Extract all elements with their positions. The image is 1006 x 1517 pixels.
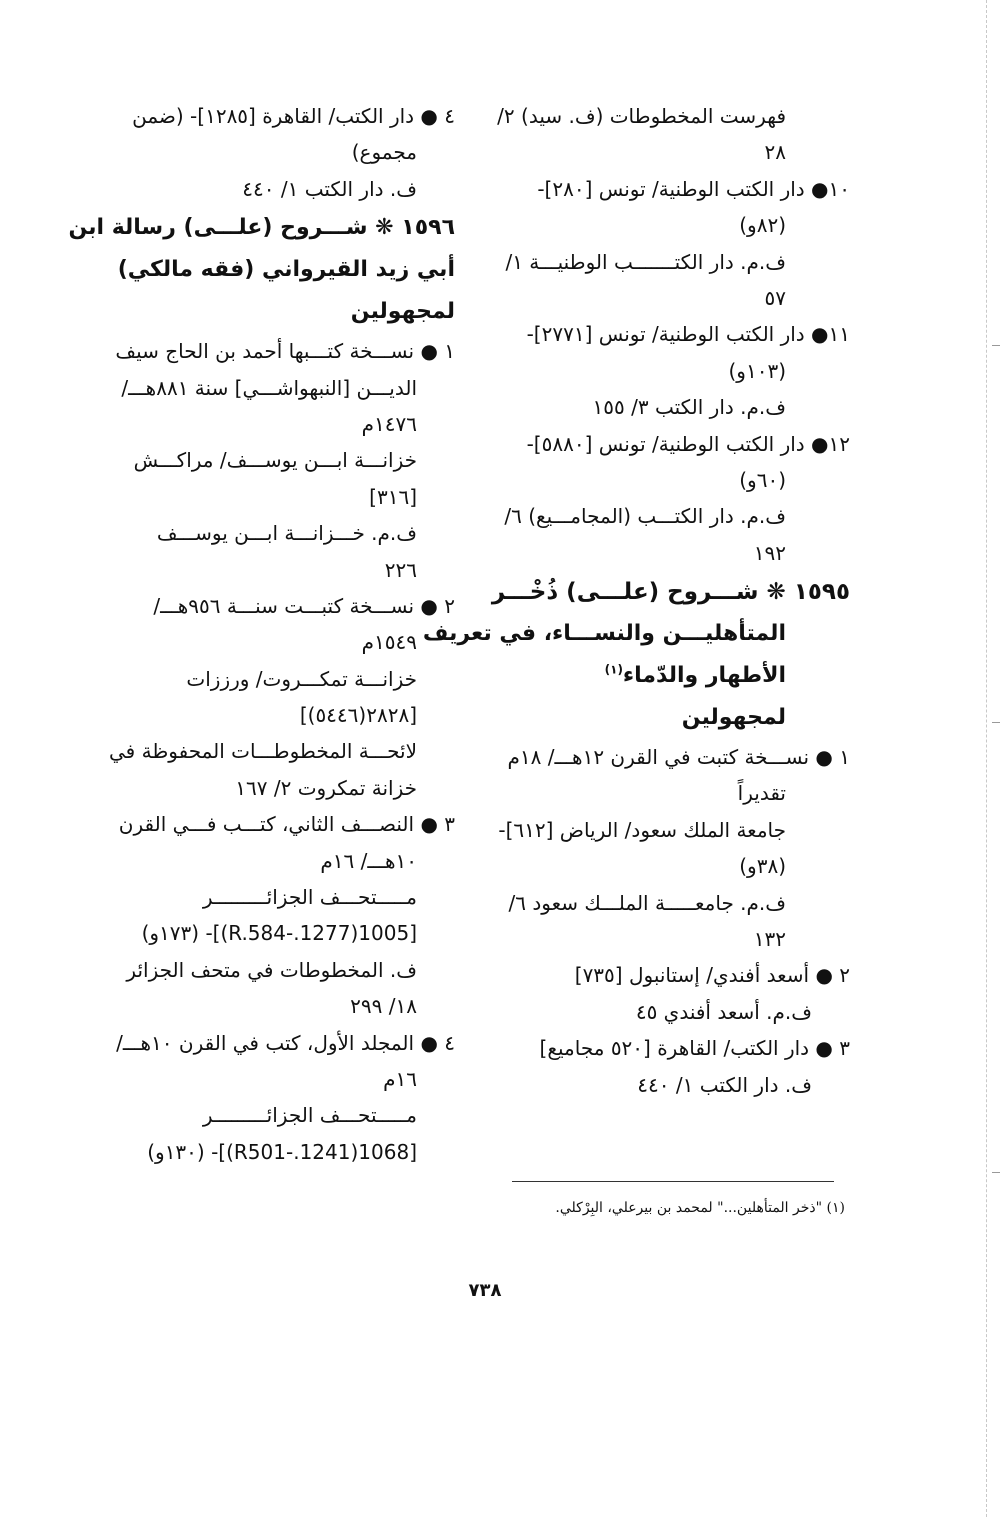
text-line: (٣٨و) <box>739 854 786 879</box>
text-line: ٢٢٦ <box>384 557 417 582</box>
page-number: ٧٣٨ <box>468 1280 502 1301</box>
section-heading: المتأهليـــن والنســـاء، في تعريف <box>422 621 786 647</box>
text-line: مـــــتحـــف الجزائـــــــــر <box>202 1103 417 1128</box>
text-line: ف.م. أسعد أفندي ٤٥ <box>635 999 812 1024</box>
text-line: ف.م. دار الكتب ٣/ ١٥٥ <box>592 395 786 420</box>
text-line: فهرست المخطوطات (ف. سيد) ٢/ <box>497 104 786 128</box>
text-line: جامعة الملك سعود/ الرياض [٦١٢]- <box>498 817 786 842</box>
text-line: خزانـــة تمكـــروت/ ورززات <box>186 666 417 691</box>
text-line: ف.م. دار الكتـــــــب الوطنيـــة ١/ <box>505 249 786 274</box>
entry-line: ٣ ● دار الكتب/ القاهرة [٥٢٠ مجاميع] <box>539 1036 850 1061</box>
text-line: ١٨/ ٢٩٩ <box>350 994 417 1019</box>
text-line: [1005(1277.-R.584)]- (١٧٣و) <box>141 921 417 946</box>
text-line: ف.م. خـــزانـــة ابـــن يوســـف <box>156 521 417 546</box>
scan-edge-mark <box>992 345 1000 346</box>
entry-line: ٢ ● نســـخة كتبـــت سنـــة ٩٥٦هـــ/ <box>153 593 455 618</box>
text-line: ١٤٧٦م <box>361 411 417 436</box>
text-line: ف.م. دار الكتـــب (المجامـــيع) ٦/ <box>504 504 786 529</box>
entry-line: ١ ● نســـخة كتـــبها أحمد بن الحاج سيف <box>115 339 455 364</box>
entry-line: ١ ● نســـخة كتبت في القرن ١٢هـــ/ ١٨م <box>507 745 850 770</box>
text-line: (٦٠و) <box>739 467 786 492</box>
section-heading <box>498 655 850 697</box>
scan-edge-line <box>986 0 987 1517</box>
text-line: مجموع) <box>351 140 417 165</box>
entry-line: ٤ ● دار الكتب/ القاهرة [١٢٨٥]- (ضمن <box>132 104 455 128</box>
text-line: خزانة تمكروت ٢/ ١٦٧ <box>235 775 417 800</box>
entry-line: ٢ ● أسعد أفندي/ إستانبول [٧٣٥] <box>574 963 850 988</box>
text-line: ١٥٤٩م <box>361 630 417 655</box>
text-line: (٨٢و) <box>739 213 786 238</box>
text-line: [1068(1241.-R501)]- (١٣٠و) <box>147 1139 417 1164</box>
section-heading: لمجهولين <box>681 705 786 731</box>
footnote-marker: (١) <box>604 662 623 677</box>
footnote: (١) "ذخر المتأهلين..." لمحمد بن بيرعلي، البِرْكلي. <box>555 1200 845 1216</box>
right-column <box>422 98 850 1103</box>
text-line: ف. المخطوطات في متحف الجزائر <box>126 957 417 982</box>
text-line: (١٠٣و) <box>728 358 786 383</box>
text-line: ف.م. جامعـــــة الملـــك سعود ٦/ <box>508 890 786 915</box>
text-line: الديـــن [النبهواشـــي] سنة ٨٨١هـــ/ <box>121 375 417 400</box>
text-line: تقديراً <box>737 781 786 806</box>
footnote-divider <box>512 1181 834 1182</box>
entry-line: ٣ ● النصـــف الثاني، كتـــب فـــي القرن <box>118 812 455 837</box>
entry-line: ٤ ● المجلد الأول، كتب في القرن ١٠هـــ/ <box>116 1030 455 1055</box>
heading-text: الأطهار والدّماء <box>622 663 786 689</box>
text-line: ١٠هـــ/ ١٦م <box>320 848 417 873</box>
section-heading: ١٥٩٦ ❋ شـــروح (علـــى) رسالة ابن <box>68 215 455 241</box>
entry-line: ١١● دار الكتب الوطنية/ تونس [٢٧٧١]- <box>526 322 850 347</box>
section-heading: أبي زيد القيرواني (فقه مالكي) <box>117 257 455 283</box>
entry-line: ١٢● دار الكتب الوطنية/ تونس [٥٨٨٠]- <box>526 431 850 456</box>
text-line: [٢٨٢٨(٥٤٤٦)] <box>299 703 417 728</box>
text-line: ف. دار الكتب ١/ ٤٤٠ <box>242 176 417 201</box>
entry-line: ١٠● دار الكتب الوطنية/ تونس [٢٨٠]- <box>537 176 850 201</box>
text-line: خزانـــة ابـــن يوســـف/ مراكـــش <box>133 448 417 473</box>
text-line: ٢٨ <box>764 140 786 165</box>
text-line: لائحـــة المخطوطـــات المحفوظة في <box>109 739 417 764</box>
text-line: ٥٧ <box>764 285 786 310</box>
text-line: مـــــتحـــف الجزائـــــــــر <box>202 885 417 910</box>
text-line: ١٦م <box>383 1066 417 1091</box>
scan-edge-mark <box>992 1172 1000 1173</box>
text-line: ١٣٢ <box>753 927 786 952</box>
left-column <box>68 98 455 1170</box>
text-line: ١٩٢ <box>753 540 786 565</box>
text-line: [٣١٦] <box>369 484 417 509</box>
scan-edge-mark <box>992 722 1000 723</box>
section-heading: ١٥٩٥ ❋ شـــروح (علـــى) ذُخْـــر <box>491 579 850 606</box>
section-heading: لمجهولين <box>350 299 455 325</box>
text-line: ف. دار الكتب ١/ ٤٤٠ <box>637 1072 812 1097</box>
